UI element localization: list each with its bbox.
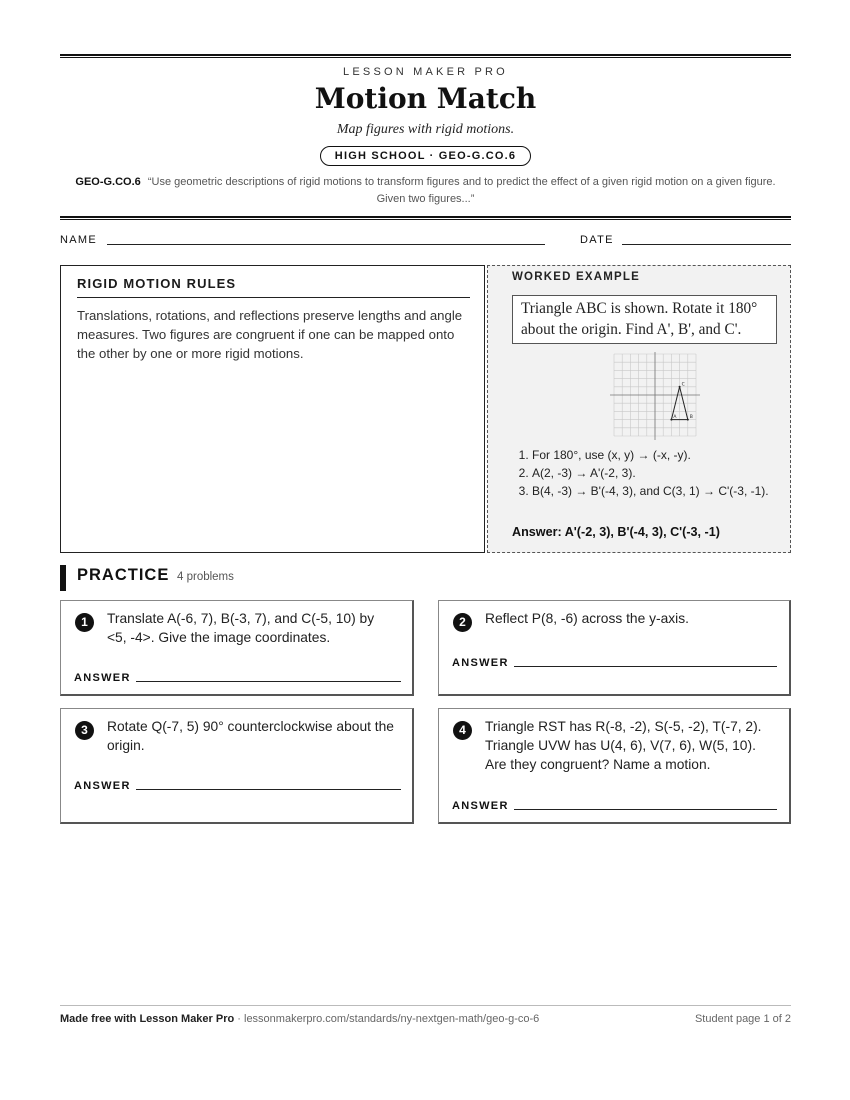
standard-text: “Use geometric descriptions of rigid motions to transform figures and to predict the effect of a given rigid motion on a given figure. Given two figures...” — [147, 176, 776, 205]
answer-field[interactable] — [136, 681, 401, 682]
problem-number: 3 — [75, 721, 94, 740]
answer-label: ANSWER — [74, 672, 131, 684]
vertex-label: A — [673, 415, 677, 421]
problem-number: 4 — [453, 721, 472, 740]
standard-description — [60, 174, 791, 208]
step-item: 3. B(4, -3) → B'(-4, 3), and C(3, 1) → C'(-3, -1). — [532, 482, 802, 500]
answer-field[interactable] — [136, 789, 401, 790]
rules-text: Translations, rotations, and reflections preserve lengths and angle measures. Two figures are congruent if one can be mapped onto the other by one or more rigid motions. — [77, 308, 463, 361]
footer-divider — [60, 1005, 791, 1006]
footer-url[interactable]: · lessonmakerpro.com/standards/ny-nextgen-math/geo-g-co-6 — [234, 1013, 540, 1025]
standard-code: GEO-G.CO.6 — [75, 176, 141, 188]
footer-made-with: Made free with Lesson Maker Pro — [60, 1013, 235, 1025]
date-label: DATE — [580, 234, 614, 246]
worked-example-answer: Answer: A'(-2, 3), B'(-4, 3), C'(-3, -1) — [512, 525, 720, 539]
step-item: 2. A(2, -3) → A'(-2, 3). — [532, 464, 802, 482]
problem-card-2 — [438, 600, 791, 696]
worked-example-heading: WORKED EXAMPLE — [512, 271, 640, 283]
vertex-label: B — [689, 415, 693, 421]
name-label: NAME — [60, 234, 97, 246]
date-field[interactable] — [622, 232, 791, 245]
worked-example-steps — [512, 446, 802, 500]
problem-number: 1 — [75, 613, 94, 632]
practice-heading: PRACTICE — [77, 566, 170, 584]
worksheet-page — [60, 0, 791, 1100]
name-date-row — [60, 232, 791, 250]
footer-page-number: Student page 1 of 2 — [694, 1013, 791, 1025]
footer-credit — [60, 1013, 539, 1025]
vertex-point — [687, 419, 689, 421]
worked-example-prompt: Triangle ABC is shown. Rotate it 180° about the origin. Find A', B', and C'. — [512, 295, 777, 344]
answer-label: ANSWER — [452, 657, 509, 669]
answer-label: ANSWER — [452, 800, 509, 812]
vertex-label: C — [681, 382, 685, 388]
step-item: 1. For 180°, use (x, y) → (-x, -y). — [532, 446, 802, 464]
answer-field[interactable] — [514, 809, 777, 810]
brand-name: LESSON MAKER PRO — [343, 66, 508, 78]
name-field[interactable] — [107, 232, 545, 245]
problem-text: Translate A(-6, 7), B(-3, 7), and C(-5, 10) by <5, -4>. Give the image coordinates. — [107, 611, 375, 645]
header-bottom-double-rule — [60, 216, 791, 220]
problem-card-1 — [60, 600, 414, 696]
vertex-point — [679, 386, 681, 388]
answer-label: ANSWER — [74, 780, 131, 792]
coordinate-grid-graph — [600, 352, 710, 444]
grade-standard-badge: HIGH SCHOOL · GEO-G.CO.6 — [320, 146, 531, 166]
rules-heading: RIGID MOTION RULES — [77, 276, 470, 298]
top-double-rule — [60, 54, 791, 58]
page-title: Motion Match — [314, 82, 537, 115]
problem-text: Reflect P(8, -6) across the y-axis. — [485, 611, 689, 626]
answer-field[interactable] — [514, 666, 777, 667]
rules-panel — [60, 265, 485, 553]
problem-card-3 — [60, 708, 414, 824]
problem-card-4 — [438, 708, 791, 824]
practice-count: 4 problems — [177, 571, 234, 583]
problem-text: Rotate Q(-7, 5) 90° counterclockwise about the origin. — [107, 719, 394, 753]
practice-accent-bar — [60, 565, 66, 591]
problem-number: 2 — [453, 613, 472, 632]
vertex-point — [670, 419, 672, 421]
page-subtitle: Map figures with rigid motions. — [336, 122, 515, 137]
problem-text: Triangle RST has R(-8, -2), S(-5, -2), T(-7, 2). Triangle UVW has U(4, 6), V(7, 6), W(5, 10). Are they congruent? Name a motion. — [485, 719, 762, 772]
